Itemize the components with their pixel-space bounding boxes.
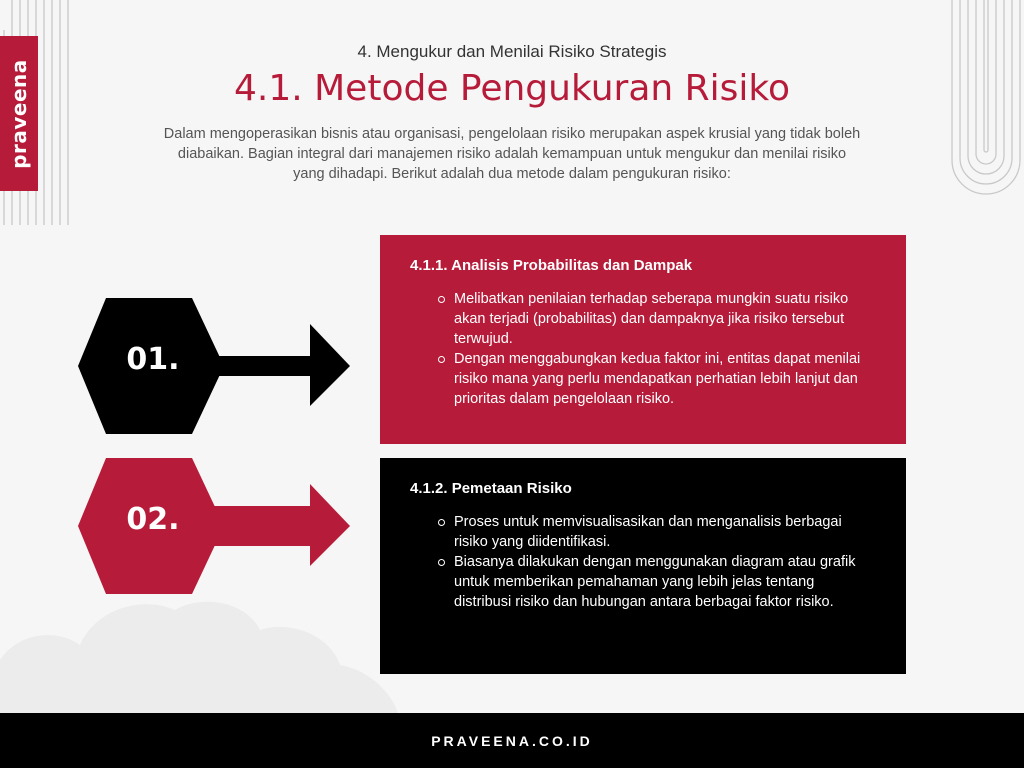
method-card-2 [380,458,906,674]
list-item: Proses untuk memvisualisasikan dan menganalisis berbagai risiko yang diidentifikasi. [454,512,874,552]
list-item: Melibatkan penilaian terhadap seberapa mungkin suatu risiko akan terjadi (probabilitas) dan dampaknya jika risiko tersebut terwujud. [454,289,874,349]
method-heading-2: 4.1.2. Pemetaan Risiko [410,480,572,497]
method-number-2: 02. [126,502,180,537]
footer-bar [0,713,1024,768]
method-number-1: 01. [126,342,180,377]
intro-paragraph: Dalam mengoperasikan bisnis atau organisasi, pengelolaan risiko merupakan aspek krusial yang tidak boleh diabaikan. Bagian integral dari manajemen risiko adalah kemampuan untuk mengukur dan menilai risiko yang dihadapi. Berikut adalah dua metode dalam pengukuran risiko: [163,126,861,182]
cloud-decoration [0,590,400,720]
section-subtitle: 4. Mengukur dan Menilai Risiko Strategis [357,42,667,61]
footer-website-link[interactable]: PRAVEENA.CO.ID [431,732,593,749]
method-card-1 [380,235,906,444]
decorative-arcs-right [948,0,1024,225]
list-item: Biasanya dilakukan dengan menggunakan diagram atau grafik untuk memberikan pemahaman yang lebih jelas tentang distribusi risiko dan hubungan antara berbagai faktor risiko. [454,552,874,612]
method-bullets-2 [454,512,874,612]
method-heading-1: 4.1.1. Analisis Probabilitas dan Dampak [410,257,693,274]
page-title: 4.1. Metode Pengukuran Risiko [233,68,791,109]
list-item: Dengan menggabungkan kedua faktor ini, entitas dapat menilai risiko mana yang perlu mendapatkan perhatian lebih lanjut dan prioritas dalam pengelolaan risiko. [454,349,874,409]
method-bullets-1 [454,289,874,409]
brand-logo-text: praveena [7,58,32,169]
